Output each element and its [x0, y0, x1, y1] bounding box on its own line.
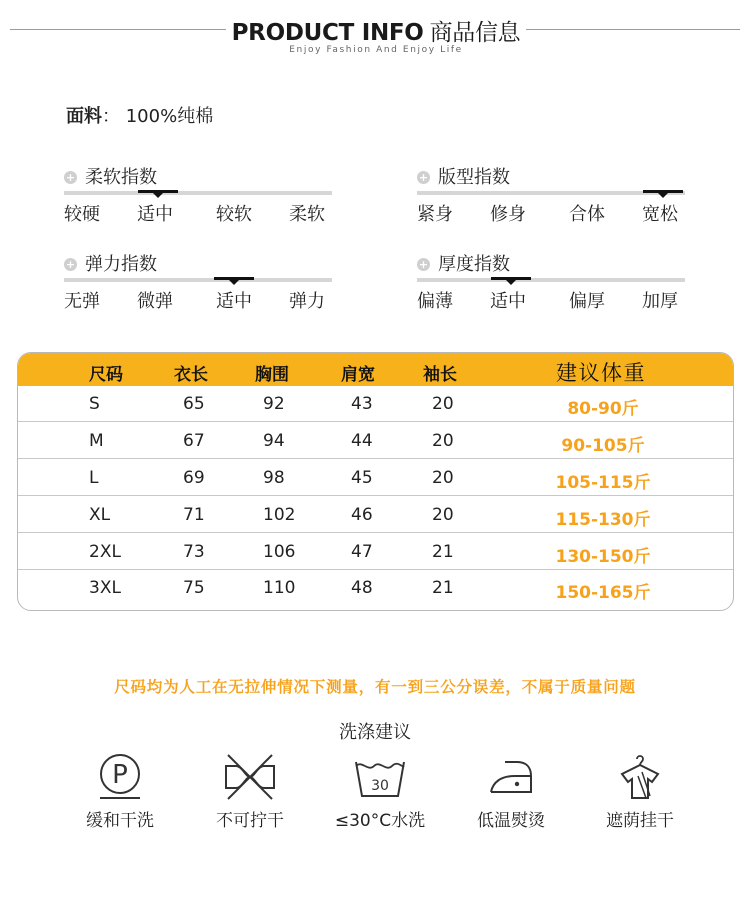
- care-item-hang-dry: [585, 752, 695, 831]
- title-cn: 商品信息: [429, 20, 521, 46]
- row-divider: [18, 495, 734, 496]
- index-selected-marker: [491, 277, 531, 280]
- row-divider: [18, 458, 734, 459]
- size-cell: XL: [89, 505, 111, 525]
- index-option: 较软: [216, 204, 252, 225]
- measure-cell: 45: [351, 468, 373, 488]
- care-label: 低温熨烫: [477, 811, 545, 831]
- table-row: [18, 497, 734, 534]
- index-selected-marker: [214, 277, 254, 280]
- weight-cell: 150-165斤: [555, 583, 651, 603]
- header-cell: 袖长: [423, 365, 457, 385]
- index-option: 加厚: [642, 291, 678, 312]
- weight-cell: 105-115斤: [555, 473, 651, 493]
- header-cell: 建议体重: [556, 361, 646, 385]
- row-divider: [18, 421, 734, 422]
- size-cell: S: [89, 394, 100, 414]
- measure-cell: 47: [351, 542, 373, 562]
- measure-cell: 43: [351, 394, 373, 414]
- measure-cell: 110: [263, 578, 296, 598]
- index-title: 弹力指数: [85, 254, 157, 275]
- table-row: [18, 534, 734, 571]
- header-cell: 胸围: [255, 365, 289, 385]
- header-cell: 尺码: [89, 365, 123, 385]
- index-scale-bar: [64, 278, 332, 282]
- weight-cell: 115-130斤: [555, 510, 651, 530]
- table-row: [18, 386, 734, 423]
- fabric-line: [66, 102, 213, 128]
- weight-cell: 130-150斤: [555, 547, 651, 567]
- index-scale-bar: [64, 191, 332, 195]
- measure-cell: 20: [432, 394, 454, 414]
- care-label: 缓和干洗: [86, 811, 154, 831]
- index-option: 较硬: [64, 204, 100, 225]
- table-row: [18, 423, 734, 460]
- iron-icon: [481, 752, 541, 802]
- stretch-index: [64, 250, 332, 320]
- measure-cell: 67: [183, 431, 205, 451]
- fit-index: [417, 163, 685, 233]
- index-option: 无弹: [64, 291, 100, 312]
- index-option: 偏薄: [417, 291, 453, 312]
- index-option: 适中: [216, 291, 252, 312]
- index-option: 适中: [137, 204, 173, 225]
- svg-text:P: P: [112, 760, 128, 790]
- index-option: 适中: [490, 291, 526, 312]
- header-rule-right: [526, 29, 740, 30]
- care-label: 遮荫挂干: [606, 811, 674, 831]
- care-label: 不可拧干: [216, 811, 284, 831]
- header-cell: 衣长: [174, 365, 208, 385]
- fabric-value: 100%纯棉: [125, 106, 214, 127]
- plus-icon: +: [65, 258, 76, 271]
- index-selected-marker: [138, 190, 178, 193]
- index-option: 修身: [490, 204, 526, 225]
- measure-cell: 48: [351, 578, 373, 598]
- index-option: 紧身: [417, 204, 453, 225]
- index-option: 宽松: [642, 204, 678, 225]
- hang-dry-icon: [610, 752, 670, 802]
- index-option: 弹力: [289, 291, 325, 312]
- wash-tub-icon: [350, 752, 410, 802]
- index-scale-bar: [417, 278, 685, 282]
- no-wring-icon: [220, 752, 280, 802]
- measure-cell: 44: [351, 431, 373, 451]
- size-table-header: [18, 353, 734, 386]
- page-title: [226, 14, 526, 47]
- table-row: [18, 570, 734, 607]
- care-label: ≤30°C水洗: [334, 811, 426, 831]
- care-item-dry-clean: [65, 752, 175, 831]
- measure-cell: 20: [432, 505, 454, 525]
- measure-cell: 106: [263, 542, 296, 562]
- size-cell: 3XL: [89, 578, 121, 598]
- index-selected-marker: [643, 190, 683, 193]
- measure-cell: 75: [183, 578, 205, 598]
- plus-icon: +: [418, 258, 429, 271]
- measure-cell: 102: [263, 505, 296, 525]
- weight-cell: 80-90斤: [567, 399, 639, 419]
- index-title: 柔软指数: [85, 167, 157, 188]
- measure-cell: 98: [263, 468, 285, 488]
- measure-cell: 92: [263, 394, 285, 414]
- plus-icon: +: [65, 171, 76, 184]
- size-cell: M: [89, 431, 104, 451]
- measure-cell: 20: [432, 431, 454, 451]
- size-cell: L: [89, 468, 99, 488]
- measure-cell: 46: [351, 505, 373, 525]
- index-option: 合体: [569, 204, 605, 225]
- measure-cell: 21: [432, 542, 454, 562]
- header-cell: 肩宽: [341, 365, 375, 385]
- size-table: [17, 352, 734, 611]
- care-item-wash-30: [325, 752, 435, 831]
- title-en: PRODUCT INFO: [231, 20, 424, 46]
- plus-icon: +: [418, 171, 429, 184]
- measure-cell: 94: [263, 431, 285, 451]
- thickness-index: [417, 250, 685, 320]
- wash-title: 洗涤建议: [339, 722, 411, 743]
- size-cell: 2XL: [89, 542, 121, 562]
- index-option: 柔软: [289, 204, 325, 225]
- care-item-low-iron: [456, 752, 566, 831]
- tub-temperature: 30: [371, 778, 389, 794]
- row-divider: [18, 532, 734, 533]
- index-option: 微弹: [137, 291, 173, 312]
- table-row: [18, 460, 734, 497]
- index-option: 偏厚: [569, 291, 605, 312]
- weight-cell: 90-105斤: [561, 436, 645, 456]
- index-title: 版型指数: [438, 167, 510, 188]
- softness-index: [64, 163, 332, 233]
- measure-cell: 20: [432, 468, 454, 488]
- header-rule-left: [10, 29, 226, 30]
- measure-cell: 73: [183, 542, 205, 562]
- page-subtitle: Enjoy Fashion And Enjoy Life: [289, 45, 463, 55]
- measure-cell: 21: [432, 578, 454, 598]
- p-circle-icon: [90, 752, 150, 802]
- index-title: 厚度指数: [438, 254, 510, 275]
- measure-cell: 69: [183, 468, 205, 488]
- measurement-note: 尺码均为人工在无拉伸情况下测量，有一到三公分误差，不属于质量问题: [114, 678, 636, 696]
- fabric-colon: ：: [102, 106, 120, 127]
- measure-cell: 71: [183, 505, 205, 525]
- measure-cell: 65: [183, 394, 205, 414]
- fabric-label: 面料: [66, 106, 102, 127]
- care-item-no-wring: [195, 752, 305, 831]
